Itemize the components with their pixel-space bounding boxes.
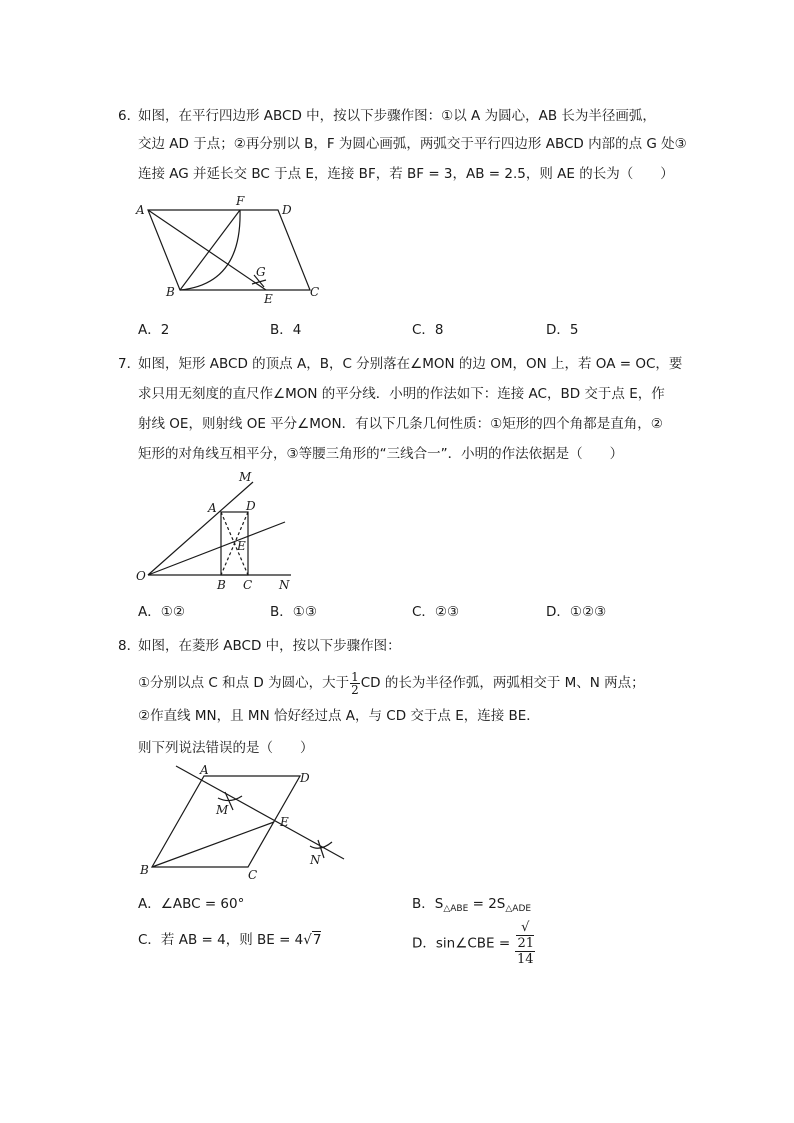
q8-rhombus-figure	[134, 764, 349, 884]
q6-parallelogram-figure	[130, 192, 340, 307]
q7-ray-om	[148, 482, 253, 575]
q7-text-line2: 求只用无刻度的直尺作∠MON 的平分线．小明的作法如下：连接 AC，BD 交于点 E，作	[138, 386, 665, 402]
q8-fraction-numerator: 1	[351, 669, 359, 684]
q8-label-a: A	[200, 763, 209, 777]
q8-rhombus	[152, 776, 300, 867]
q8-text-line1: 如图，在菱形 ABCD 中，按以下步骤作图：	[138, 638, 401, 654]
q8-label-m: M	[216, 803, 229, 817]
q8-option-c-radicand: 7	[312, 932, 322, 948]
q6-text-line2: 交边 AD 于点；②再分别以 B，F 为圆心画弧，两弧交于平行四边形 ABCD 内部的点 G 处③	[138, 136, 687, 152]
q7-text-line3: 射线 OE，则射线 OE 平分∠MON．有以下几条几何性质：①矩形的四个角都是直角，②	[138, 416, 663, 432]
q6-label-b: B	[166, 285, 175, 299]
q8-text-line4: 则下列说法错误的是（ ）	[138, 740, 314, 756]
q8-option-c-prefix: C．若 AB = 4，则 BE = 4	[138, 932, 304, 948]
q7-rectangle-figure	[133, 470, 303, 595]
q8-option-b-mid: = 2S	[468, 896, 506, 912]
q7-ray-oe	[148, 522, 285, 575]
q8-option-c-sqrt-sign: √	[303, 932, 312, 948]
q8-label-d: D	[300, 771, 310, 785]
q8-option-b-sub2: △ADE	[505, 904, 532, 914]
q8-option-d-fraction	[515, 920, 535, 967]
q6-label-g: G	[256, 265, 266, 279]
q7-label-m: M	[239, 470, 252, 484]
q7-label-a: A	[208, 501, 217, 515]
q8-fraction-half	[350, 671, 360, 696]
q8-option-b[interactable]	[412, 894, 531, 919]
q8-line2-start: ①分别以点 C 和点 D 为圆心，大于	[138, 675, 350, 691]
q8-label-n: N	[310, 853, 321, 867]
q7-text-line1: 如图，矩形 ABCD 的顶点 A，B，C 分别落在∠MON 的边 OM，ON 上，若 OA = OC，要	[138, 356, 683, 372]
q6-segment-bf	[180, 210, 240, 290]
q6-option-d[interactable]: D．5	[546, 322, 579, 338]
q8-option-d-prefix: D．sin∠CBE =	[412, 935, 511, 952]
q7-option-c[interactable]: C．②③	[412, 604, 460, 620]
q8-option-c[interactable]	[138, 930, 321, 950]
q6-text-line3: 连接 AG 并延长交 BC 于点 E，连接 BF，若 BF = 3，AB = 2.5，则 AE 的长为（ ）	[138, 166, 674, 182]
q6-label-d: D	[282, 203, 292, 217]
q8-option-b-sub1: △ABE	[443, 904, 469, 914]
q6-option-b[interactable]: B．4	[270, 322, 302, 338]
q8-option-d-sqrt-sign: √	[521, 920, 530, 935]
q7-label-b: B	[217, 578, 226, 592]
q7-option-b[interactable]: B．①③	[270, 604, 317, 620]
q7-label-n: N	[279, 578, 290, 592]
q8-text-line3: ②作直线 MN，且 MN 恰好经过点 A，与 CD 交于点 E，连接 BE．	[138, 708, 540, 724]
q8-option-a[interactable]: A．∠ABC = 60°	[138, 896, 245, 912]
q8-label-e: E	[280, 815, 289, 829]
q8-fraction-denominator: 2	[351, 682, 359, 697]
q7-option-d[interactable]: D．①②③	[546, 604, 607, 620]
q7-label-e: E	[237, 539, 246, 553]
q7-text-line4: 矩形的对角线互相平分，③等腰三角形的“三线合一”．小明的作法依据是（ ）	[138, 446, 624, 462]
q7-label-d: D	[246, 499, 256, 513]
q6-option-a[interactable]: A．2	[138, 322, 170, 338]
q6-label-c: C	[310, 285, 320, 299]
q6-text-line1: 如图，在平行四边形 ABCD 中，按以下步骤作图：①以 A 为圆心，AB 长为半径画弧，	[138, 108, 656, 124]
q6-number: 6．	[118, 108, 141, 124]
q8-label-b: B	[140, 863, 149, 877]
q7-option-a[interactable]: A．①②	[138, 604, 185, 620]
q8-segment-be	[152, 822, 274, 867]
q7-label-o: O	[136, 569, 146, 583]
q8-option-d[interactable]	[412, 920, 536, 967]
q7-number: 7．	[118, 356, 141, 372]
q6-label-e: E	[264, 292, 273, 306]
q8-option-d-numerator	[515, 920, 535, 952]
q8-option-d-denominator: 14	[516, 952, 534, 967]
q7-label-c: C	[243, 578, 253, 592]
q6-label-f: F	[236, 194, 245, 208]
q8-text-line2	[138, 670, 645, 696]
q6-segment-ae	[148, 210, 266, 290]
q8-option-d-radicand: 21	[517, 936, 535, 951]
q8-label-c: C	[248, 868, 258, 882]
q8-line2-end: CD 的长为半径作弧，两弧相交于 M、N 两点；	[360, 675, 645, 691]
q6-label-a: A	[136, 203, 145, 217]
q6-parallelogram	[148, 210, 310, 290]
q8-number: 8．	[118, 638, 141, 654]
q8-option-b-prefix: B．S	[412, 896, 444, 912]
q6-option-c[interactable]: C．8	[412, 322, 444, 338]
